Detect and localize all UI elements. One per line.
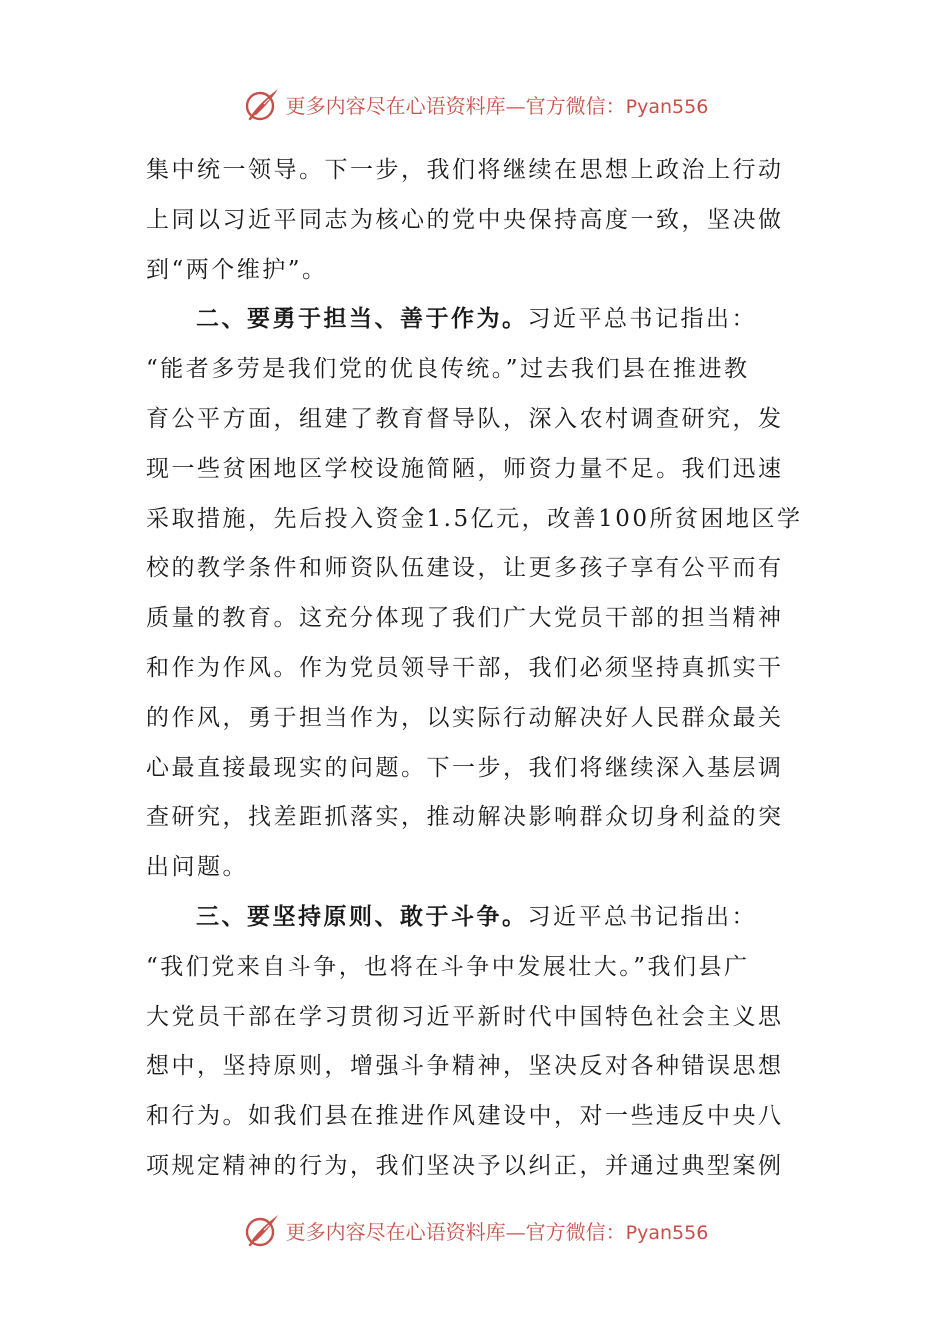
text-line: 出问题。	[146, 854, 248, 881]
text-line: “我们党来自斗争，也将在斗争中发展壮大。”我们县广	[146, 953, 750, 980]
text-line: 上同以习近平同志为核心的党中央保持高度一致，坚决做	[146, 206, 784, 233]
text-line: 和行为。如我们县在推进作风建设中，对一些违反中央八	[146, 1103, 784, 1130]
quill-pen-icon	[242, 84, 282, 124]
text-line: 习近平总书记指出：	[527, 903, 757, 930]
text-line: 校的教学条件和师资队伍建设，让更多孩子享有公平而有	[146, 555, 784, 582]
section-heading-line	[146, 295, 806, 345]
text-line: 到“两个维护”。	[146, 256, 328, 283]
text-line: 项规定精神的行为，我们坚决予以纠正，并通过典型案例	[146, 1152, 784, 1179]
watermark-dash: —	[505, 1219, 526, 1244]
document-body	[146, 146, 806, 1192]
text-line: 心最直接最现实的问题。下一步，我们将继续深入基层调	[146, 754, 784, 781]
watermark-dash: —	[505, 93, 526, 118]
quill-pen-icon	[242, 1210, 282, 1250]
text-line: 习近平总书记指出：	[527, 306, 757, 333]
text-line: 大党员干部在学习贯彻习近平新时代中国特色社会主义思	[146, 1003, 784, 1030]
watermark-wechat-id: Pyan556	[625, 95, 709, 118]
text-line: 和作为作风。作为党员领导干部，我们必须坚持真抓实干	[146, 654, 784, 681]
section-heading-line	[146, 893, 806, 943]
text-line: 现一些贫困地区学校设施简陋，师资力量不足。我们迅速	[146, 455, 784, 482]
watermark-site-name: 更多内容尽在心语资料库	[285, 1219, 506, 1244]
header-watermark	[0, 80, 950, 128]
watermark-site-name: 更多内容尽在心语资料库	[285, 93, 506, 118]
watermark-wechat-label: 官方微信：	[525, 93, 626, 118]
text-line: “能者多劳是我们党的优良传统。”过去我们县在推进教	[146, 356, 750, 383]
section-heading: 二、要勇于担当、善于作为。	[196, 306, 528, 333]
text-line: 查研究，找差距抓落实，推动解决影响群众切身利益的突	[146, 804, 784, 831]
text-line: 育公平方面，组建了教育督导队，深入农村调查研究，发	[146, 405, 784, 432]
text-line: 集中统一领导。下一步，我们将继续在思想上政治上行动	[146, 157, 784, 183]
text-line: 想中，坚持原则，增强斗争精神，坚决反对各种错误思想	[146, 1053, 784, 1080]
section-heading: 三、要坚持原则、敢于斗争。	[196, 903, 528, 930]
watermark-wechat-label: 官方微信：	[525, 1219, 626, 1244]
watermark-wechat-id: Pyan556	[625, 1221, 709, 1244]
watermark-text	[286, 1216, 709, 1245]
text-line: 质量的教育。这充分体现了我们广大党员干部的担当精神	[146, 605, 784, 632]
text-line: 的作风，勇于担当作为，以实际行动解决好人民群众最关	[146, 704, 784, 731]
footer-watermark	[0, 1206, 950, 1254]
text-line: 采取措施，先后投入资金1.5亿元，改善100所贫困地区学	[146, 505, 803, 532]
watermark-text	[286, 90, 709, 119]
